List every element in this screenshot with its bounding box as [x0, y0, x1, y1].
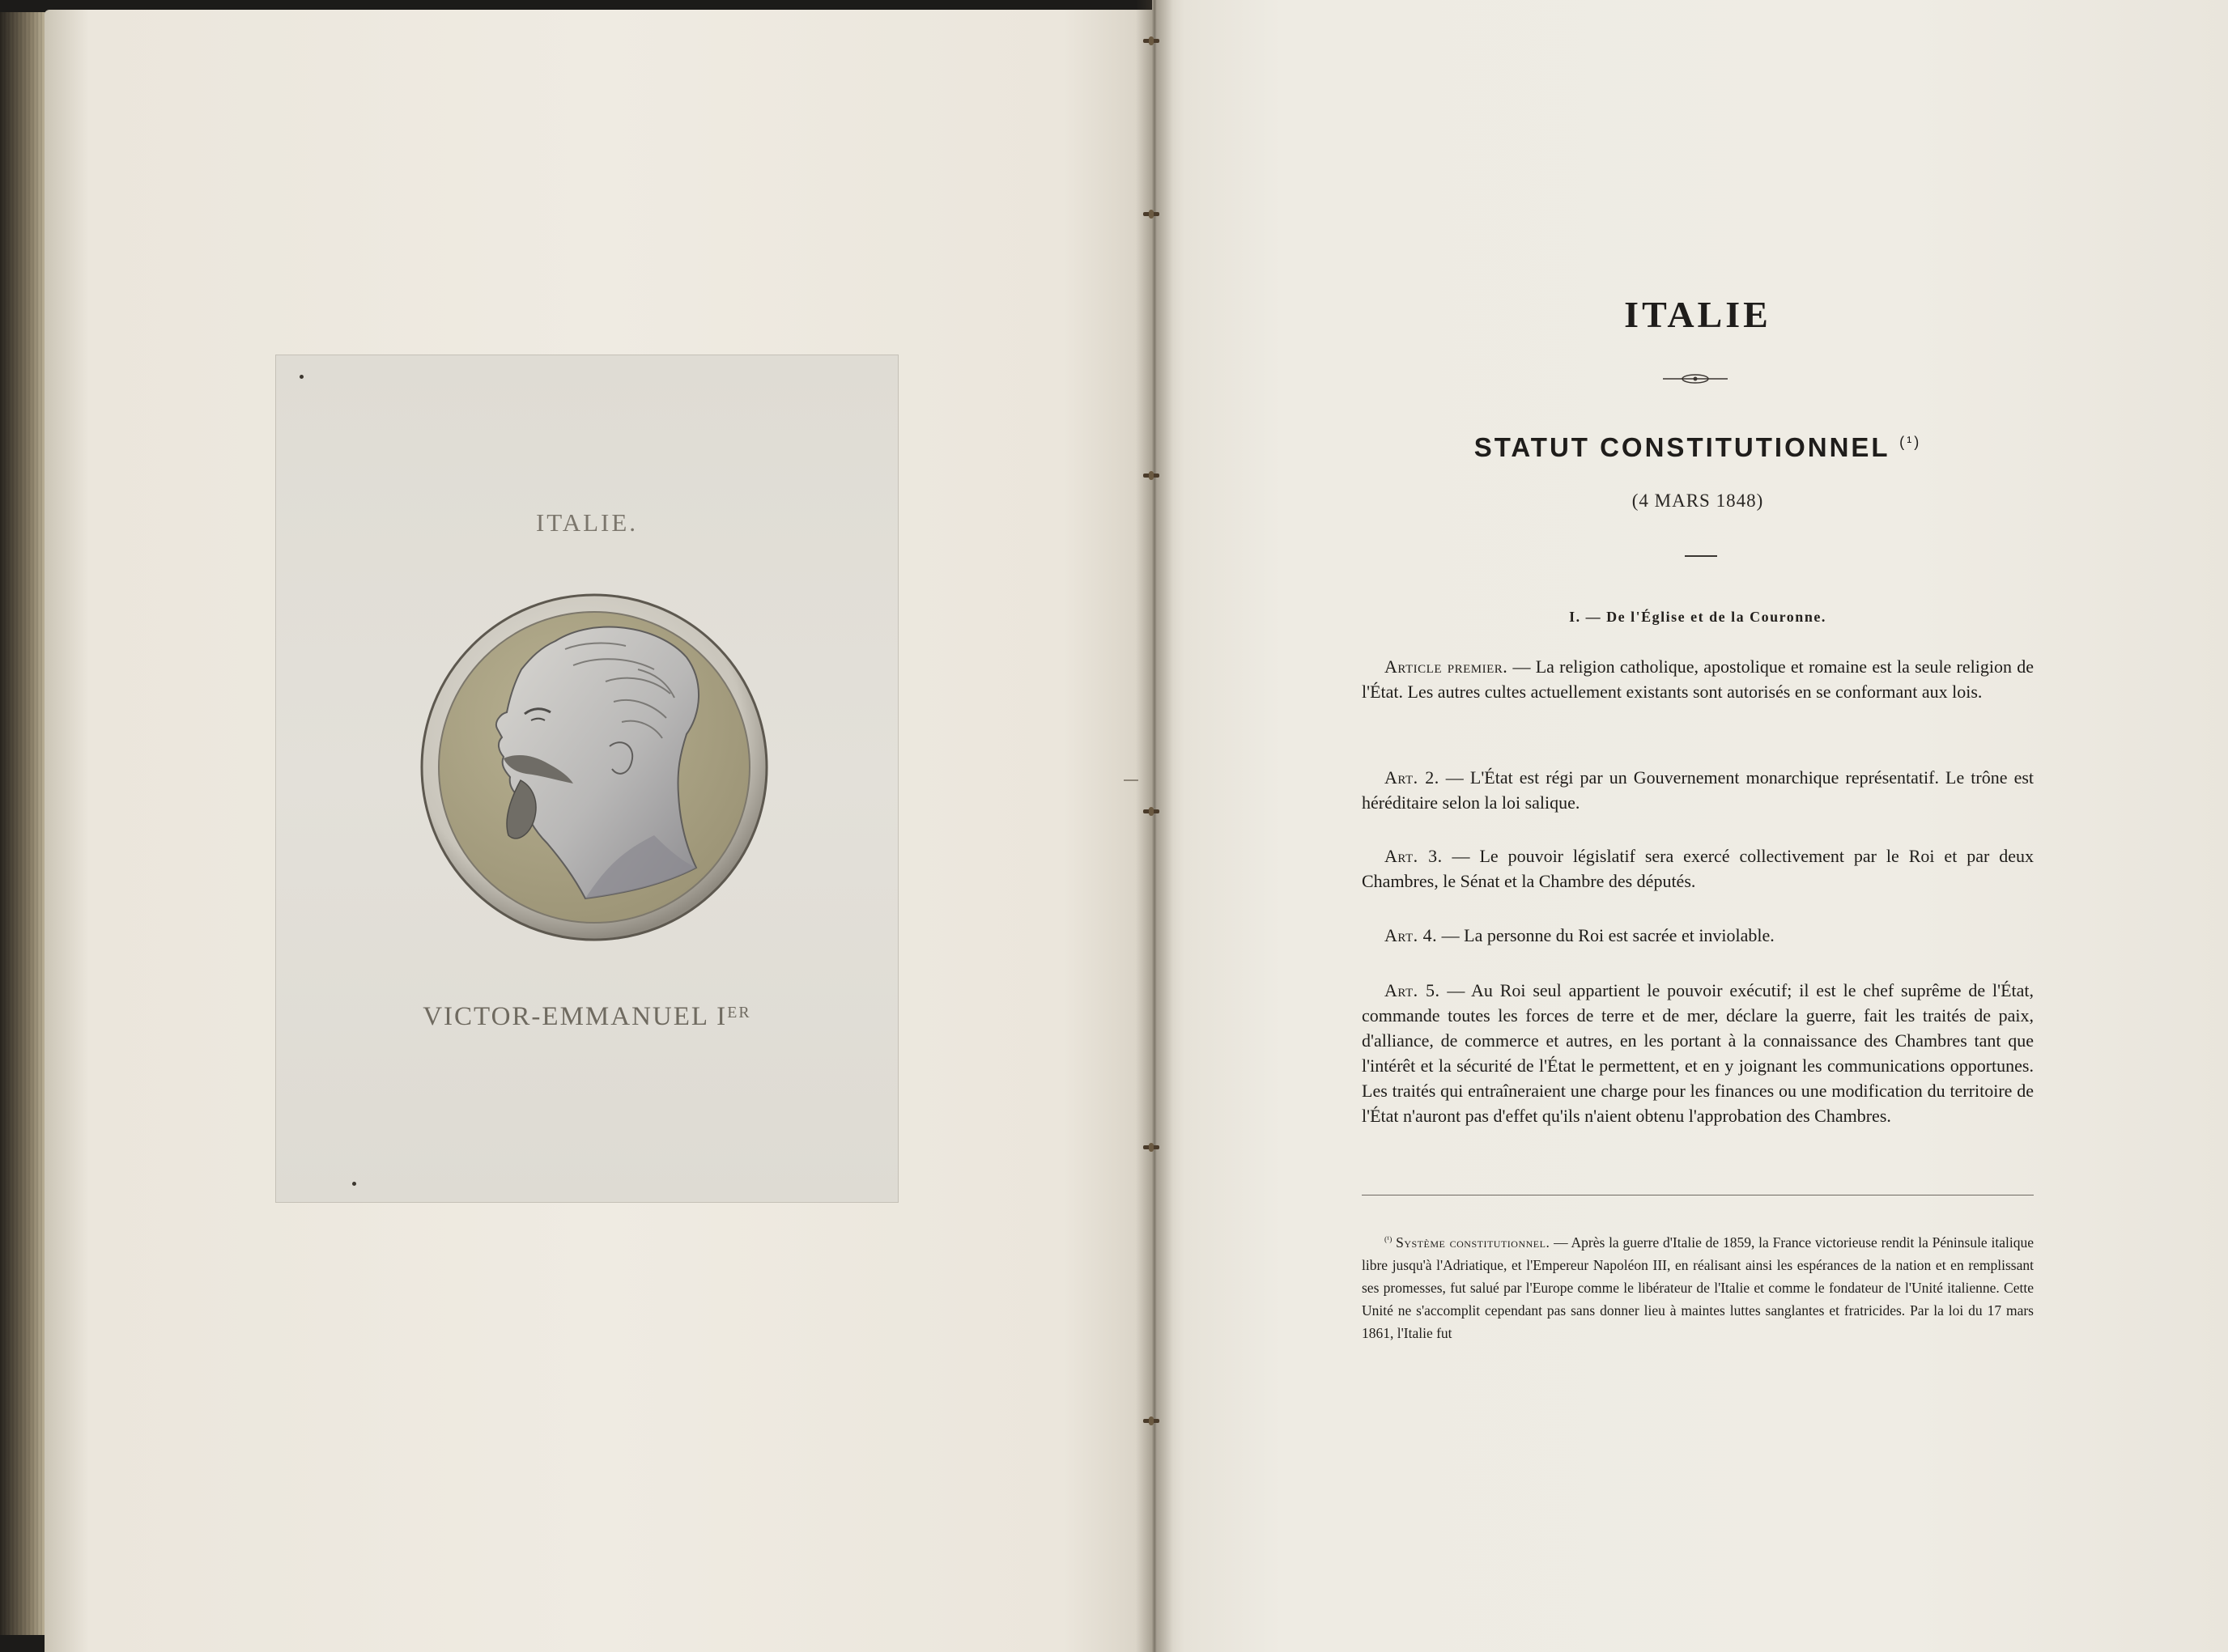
- book-gutter: [1136, 0, 1173, 1652]
- page-margin-mark: [1124, 779, 1138, 781]
- article-2: [1362, 765, 2034, 815]
- binding-stitch: [1143, 809, 1159, 813]
- binding-stitch: [1143, 474, 1159, 478]
- paper-speck: [352, 1182, 356, 1186]
- article-text: — La personne du Roi est sacrée et inviolable.: [1437, 925, 1775, 945]
- footnote-mark: (¹): [1384, 1235, 1392, 1244]
- article-5: [1362, 978, 2034, 1128]
- article-text: — Le pouvoir législatif sera exercé collectivement par le Roi et par deux Chambres, le Sénat et la Chambre des députés.: [1362, 846, 2035, 891]
- binding-stitch: [1143, 212, 1159, 216]
- footnote-text: — Après la guerre d'Italie de 1859, la France victorieuse rendit la Péninsule italique libre jusqu'à l'Adriatique, et l'Empereur Napoléon III, en réalisant ainsi les espérances de la nation et en remplissant ses promesses, fut salué par l'Europe comme le libérateur de l'Italie et comme le fondateur de l'Unité italienne. Cette Unité ne s'accomplit cependant pas sans donner lieu à maintes luttes sanglantes et fratricides. Par la loi du 17 mars 1861, l'Italie fut: [1362, 1234, 2034, 1341]
- title-ornament-icon: [1663, 372, 1728, 385]
- paper-speck: [300, 375, 304, 379]
- article-lead: Article premier.: [1384, 656, 1508, 677]
- article-4: [1362, 923, 2034, 948]
- article-lead: Art. 5.: [1384, 980, 1440, 1000]
- article-text: — Au Roi seul appartient le pouvoir exécutif; il est le chef suprême de l'État, commande toutes les forces de terre et de mer, déclare la guerre, fait les traités de paix, d'alliance, de commerce et autres, en les portant à la connaissance des Chambres tant que l'intérêt et la sécurité de l'État le permettent, et en y joignant les communications opportunes. Les traités qui entraîneraient une charge pour les finances ou une modification du territoire de l'État n'auront pas d'effet qu'ils n'aient obtenu l'approbation des Chambres.: [1362, 980, 2034, 1126]
- article-3: [1362, 843, 2034, 894]
- portrait-medallion: [419, 592, 769, 942]
- article-1: [1362, 654, 2034, 704]
- binding-stitch: [1143, 39, 1159, 43]
- footnote-lead: Système constitutionnel.: [1396, 1234, 1550, 1251]
- plate-caption: VICTOR-EMMANUEL Iᴱᴿ: [423, 1002, 751, 1031]
- short-divider: [1685, 555, 1717, 557]
- article-lead: Art. 4.: [1384, 925, 1438, 945]
- article-lead: Art. 3.: [1384, 846, 1443, 866]
- footnote: [1362, 1229, 2034, 1344]
- page-title: ITALIE: [1624, 294, 1771, 335]
- binding-stitch: [1143, 1419, 1159, 1423]
- section-heading: I. — De l'Église et de la Couronne.: [1569, 609, 1826, 625]
- article-text: — La religion catholique, apostolique et romaine est la seule religion de l'État. Les autres cultes actuellement existants sont autorisés en se conformant aux lois.: [1362, 656, 2034, 702]
- binding-stitch: [1143, 1145, 1159, 1149]
- subtitle-text: STATUT CONSTITUTIONNEL: [1473, 432, 1890, 462]
- article-text: — L'État est régi par un Gouvernement monarchique représentatif. Le trône est héréditaire selon la loi salique.: [1362, 767, 2035, 813]
- document-date: (4 MARS 1848): [1631, 491, 1764, 511]
- document-subtitle: [1362, 432, 2034, 463]
- portrait-plate: [275, 355, 899, 1203]
- plate-country-label: ITALIE.: [535, 508, 639, 537]
- right-page: [1152, 0, 2228, 1652]
- subtitle-footnote-mark: (¹): [1899, 434, 1922, 450]
- article-lead: Art. 2.: [1384, 767, 1439, 788]
